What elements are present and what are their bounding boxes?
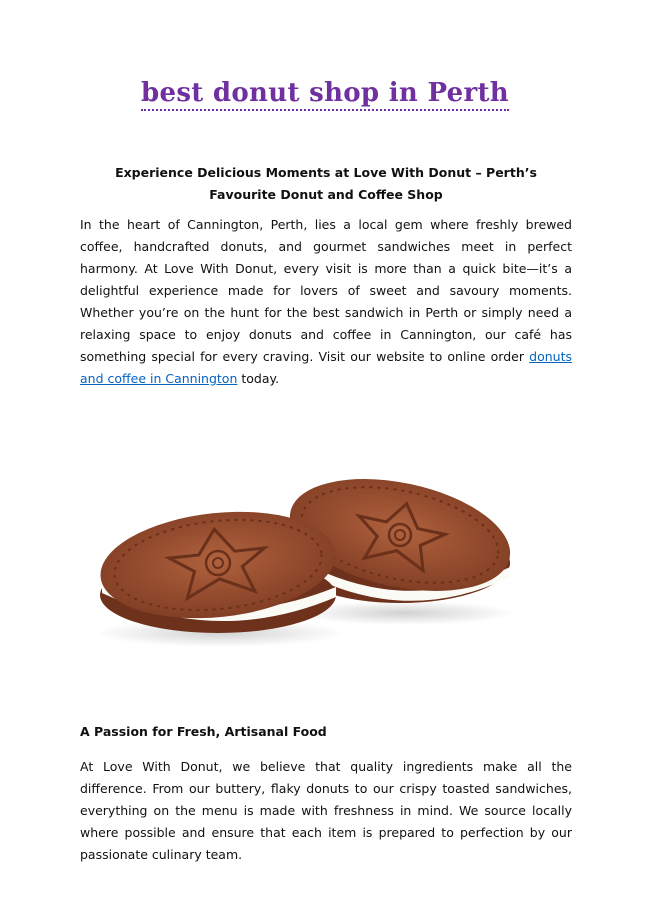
- subheading: Experience Delicious Moments at Love With Donut – Perth’s Favourite Donut and Coffee Shop: [115, 165, 537, 202]
- section-paragraph: At Love With Donut, we believe that quality ingredients make all the difference. From our buttery, flaky donuts to our crispy toasted sandwiches, everything on the menu is made with freshness in mind. We source locally where possible and ensure that each item is prepared to perfection by our passionate culinary team.: [80, 759, 572, 862]
- intro-text-after-link: today.: [237, 371, 280, 386]
- cannington-link[interactable]: donuts and coffee in Cannington: [80, 349, 572, 386]
- title-link[interactable]: best donut shop in Perth: [141, 78, 509, 111]
- section-heading: A Passion for Fresh, Artisanal Food: [80, 724, 327, 739]
- sandwich-cookies-image: [100, 455, 540, 655]
- intro-text-before-link: In the heart of Cannington, Perth, lies a local gem where freshly brewed coffee, handcrafted donuts, and gourmet sandwiches meet in perfect harmony. At Love With Donut, every visit is more than a quick bite—it’s a delightful experience made for lovers of sweet and savoury moments. Whether you’re on the hunt for the best sandwich in Perth or simply need a relaxing space to enjoy donuts and coffee in Cannington, our café has something special for every craving. Visit our website to online order: [80, 217, 572, 364]
- intro-paragraph: [80, 214, 572, 390]
- page-title: [0, 78, 650, 108]
